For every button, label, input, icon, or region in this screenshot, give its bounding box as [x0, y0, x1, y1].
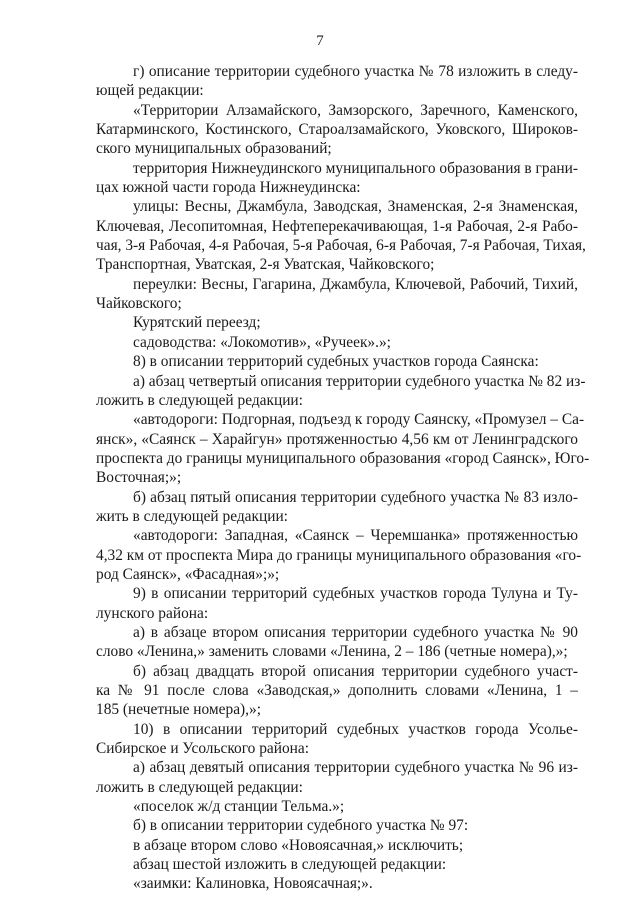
text-line: «Территории Алзамайского, Замзорского, Заречного, Каменского,	[133, 101, 578, 119]
text-line: ложить в следующей редакции:	[96, 778, 303, 796]
text-line: ющей редакции:	[96, 82, 204, 100]
text-line: Чайковского;	[96, 295, 182, 313]
text-line: «поселок ж/д станции Тельма.»;	[133, 798, 345, 816]
text-line: Транспортная, Уватская, 2-я Уватская, Чайковского;	[96, 256, 435, 274]
text-line: Восточная;»;	[96, 469, 182, 487]
text-line: ложить в следующей редакции:	[96, 391, 303, 409]
text-line: улицы: Весны, Джамбула, Заводская, Знаменская, 2-я Знаменская,	[133, 198, 578, 216]
paragraph	[96, 313, 578, 332]
text-line: проспекта до границы муниципального образования «город Саянск», Юго-	[96, 449, 590, 467]
paragraph	[96, 352, 578, 371]
paragraph	[96, 333, 578, 352]
paragraph	[96, 758, 578, 797]
text-line: лунского района:	[96, 604, 209, 622]
text-line: «заимки: Калиновка, Новоясачная;».	[133, 875, 373, 893]
paragraph	[96, 372, 586, 411]
paragraph	[96, 855, 578, 874]
text-line: абзац шестой изложить в следующей редакции:	[133, 856, 447, 874]
text-line: а) абзац четвертый описания территории судебного участка № 82 из-	[133, 372, 586, 390]
text-line: г) описание территории судебного участка № 78 изложить в следу-	[133, 63, 578, 80]
document-body	[96, 62, 590, 894]
text-line: «автодороги: Подгорная, подъезд к городу Саянску, «Промузел – Са-	[133, 411, 585, 429]
text-line: слово «Ленина,» заменить словами «Ленина, 2 – 186 (четные номера),»;	[96, 643, 568, 661]
paragraph	[96, 62, 578, 101]
page-number: 7	[316, 33, 324, 49]
paragraph	[96, 197, 586, 274]
text-line: 4,32 км от проспекта Мира до границы муниципального образования «го-	[96, 546, 582, 564]
text-line: янск», «Саянск – Харайгун» протяженностью 4,56 км от Ленинградского	[96, 430, 578, 448]
text-line: 9) в описании территорий судебных участков города Тулуна и Ту-	[133, 585, 578, 603]
text-line: а) абзац девятый описания территории судебного участка № 96 из-	[133, 759, 578, 777]
text-line: «автодороги: Западная, «Саянск – Черемшанка» протяженностью	[133, 527, 578, 545]
text-line: б) абзац пятый описания территории судебного участка № 83 изло-	[133, 488, 578, 506]
paragraph	[96, 488, 578, 527]
text-line: ка № 91 после слова «Заводская,» дополнить словами «Ленина, 1 –	[96, 682, 578, 699]
text-line: чая, 3-я Рабочая, 4-я Рабочая, 5-я Рабочая, 6-я Рабочая, 7-я Рабочая, Тихая,	[96, 237, 586, 255]
paragraph	[96, 275, 578, 314]
text-line: а) в абзаце втором описания территории судебного участка № 90	[133, 623, 578, 641]
text-line: б) абзац двадцать второй описания территории судебного участ-	[133, 662, 578, 680]
paragraph	[96, 623, 578, 662]
text-line: в абзаце втором слово «Новоясачная,» исключить;	[133, 836, 464, 854]
text-line: жить в следующей редакции:	[96, 507, 288, 525]
paragraph	[96, 526, 582, 584]
text-line: ского муниципальных образований;	[96, 140, 332, 158]
paragraph	[96, 797, 578, 816]
paragraph	[96, 816, 578, 835]
text-line: цах южной части города Нижнеудинска:	[96, 179, 361, 197]
text-line: 185 (нечетные номера),»;	[96, 701, 261, 719]
paragraph	[96, 410, 590, 487]
text-line: Курятский переезд;	[133, 314, 261, 332]
paragraph	[96, 874, 578, 893]
text-line: Сибирское и Усольского района:	[96, 740, 310, 758]
text-line: Катарминского, Костинского, Староалзамайского, Уковского, Широков-	[96, 121, 578, 139]
text-line: 10) в описании территорий судебных участков города Усолье-	[133, 720, 578, 738]
paragraph	[96, 836, 578, 855]
paragraph	[96, 662, 578, 720]
text-line: Ключевая, Лесопитомная, Нефтеперекачивающая, 1-я Рабочая, 2-я Рабо-	[96, 217, 578, 235]
text-line: территория Нижнеудинского муниципального образования в грани-	[133, 159, 578, 177]
paragraph	[96, 584, 578, 623]
text-line: род Саянск», «Фасадная»;»;	[96, 565, 280, 583]
paragraph	[96, 101, 578, 159]
text-line: переулки: Весны, Гагарина, Джамбула, Ключевой, Рабочий, Тихий,	[133, 275, 578, 293]
text-line: садоводства: «Локомотив», «Ручеек».»;	[133, 333, 391, 351]
paragraph	[96, 159, 578, 198]
text-line: б) в описании территории судебного участка № 97:	[133, 817, 469, 835]
paragraph	[96, 720, 578, 759]
text-line: 8) в описании территорий судебных участков города Саянска:	[133, 353, 539, 371]
